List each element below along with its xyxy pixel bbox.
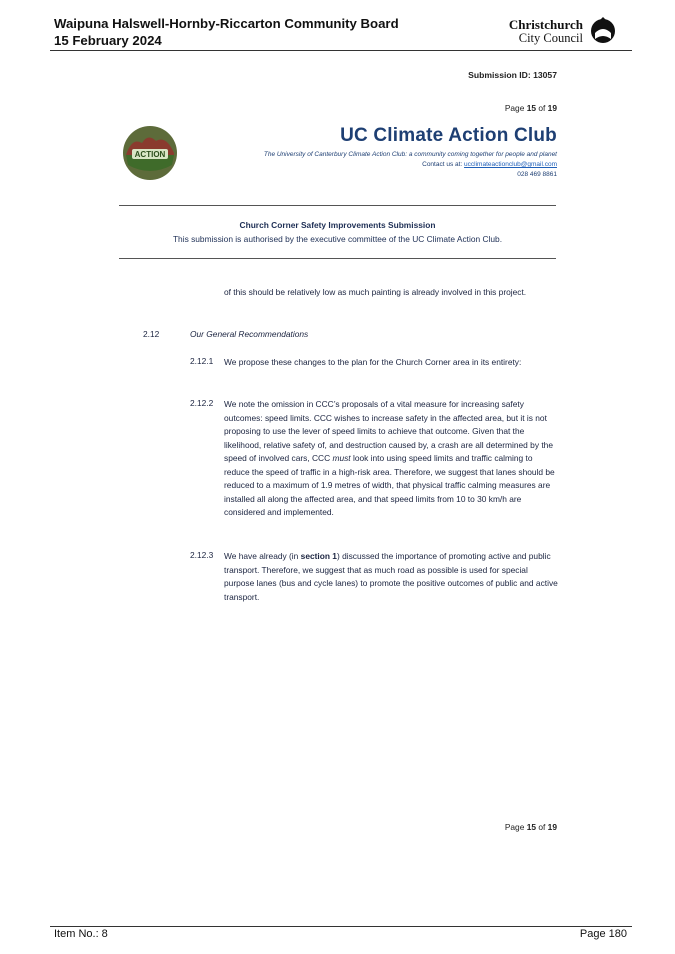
club-email-link[interactable]: ucclimateactionclub@gmail.com	[464, 161, 557, 168]
uc-climate-action-club-logo	[122, 125, 178, 181]
club-contact: Contact us at: ucclimateactionclub@gmail.com	[422, 161, 557, 168]
submission-id: Submission ID: 13057	[468, 70, 557, 80]
item-number: 2.12.3	[190, 550, 214, 560]
item-text: We propose these changes to the plan for the Church Corner area in its entirety:	[224, 357, 522, 367]
section-number: 2.12	[143, 329, 160, 339]
page-indicator-top: Page 15 of 19	[504, 103, 557, 113]
item-number-footer: Item No.: 8	[54, 928, 108, 940]
page-number-footer: Page 180	[579, 928, 627, 940]
club-tagline: The University of Canterbury Climate Action Club: a community coming together for people and planet	[263, 151, 557, 158]
item-text: We have already (in section 1) discussed the importance of promoting active and public transport. Therefore, we suggest that as much road as possible is used for special purpose lanes (bus and cycle lanes) to promote the positive outcomes of public and active transport.	[224, 551, 558, 602]
section-reference: section 1	[300, 551, 337, 561]
divider-top	[119, 205, 556, 206]
board-name: Waipuna Halswell-Hornby-Riccarton Community Board	[54, 16, 399, 31]
emphasis-text: must	[332, 453, 351, 463]
divider-bottom	[119, 258, 556, 259]
club-phone: 028 469 8861	[517, 171, 557, 178]
submission-authorisation: This submission is authorised by the executive committee of the UC Climate Action Club.	[172, 234, 503, 244]
section-title: Our General Recommendations	[190, 329, 309, 339]
submission-title: Church Corner Safety Improvements Submission	[239, 220, 436, 230]
item-number: 2.12.2	[190, 398, 214, 408]
logo-line2: City Council	[518, 31, 583, 45]
logo-line1: Christchurch	[508, 17, 583, 32]
footer-divider	[50, 926, 632, 927]
continued-paragraph: of this should be relatively low as much painting is already involved in this project.	[224, 287, 527, 297]
item-text: We note the omission in CCC’s proposals of a vital measure for increasing safety outcomes: speed limits. CCC wishes to increase safety in the affected area, but it is not proposing to use the lever of speed limits to achieve that outcome. Given that the likelihood, relative safety of, and destruction caused by, a crash are all determined by the speed of involved cars, CCC must look into using speed limits and traffic calming to reduce the speed of traffic in a high-risk area. Therefore, we suggest that lanes should be reduced to a maximum of 1.9 metres of width, that physical traffic calming measures are installed all along the affected area, and that speed limits from 10 to 30 km/h are considered and implemented.	[224, 399, 555, 517]
page-indicator-bottom: Page 15 of 19	[504, 822, 557, 832]
club-name: UC Climate Action Club	[340, 125, 557, 146]
meeting-date: 15 February 2024	[54, 33, 162, 48]
item-number: 2.12.1	[190, 356, 214, 366]
svg-text:ACTION: ACTION	[134, 150, 166, 159]
